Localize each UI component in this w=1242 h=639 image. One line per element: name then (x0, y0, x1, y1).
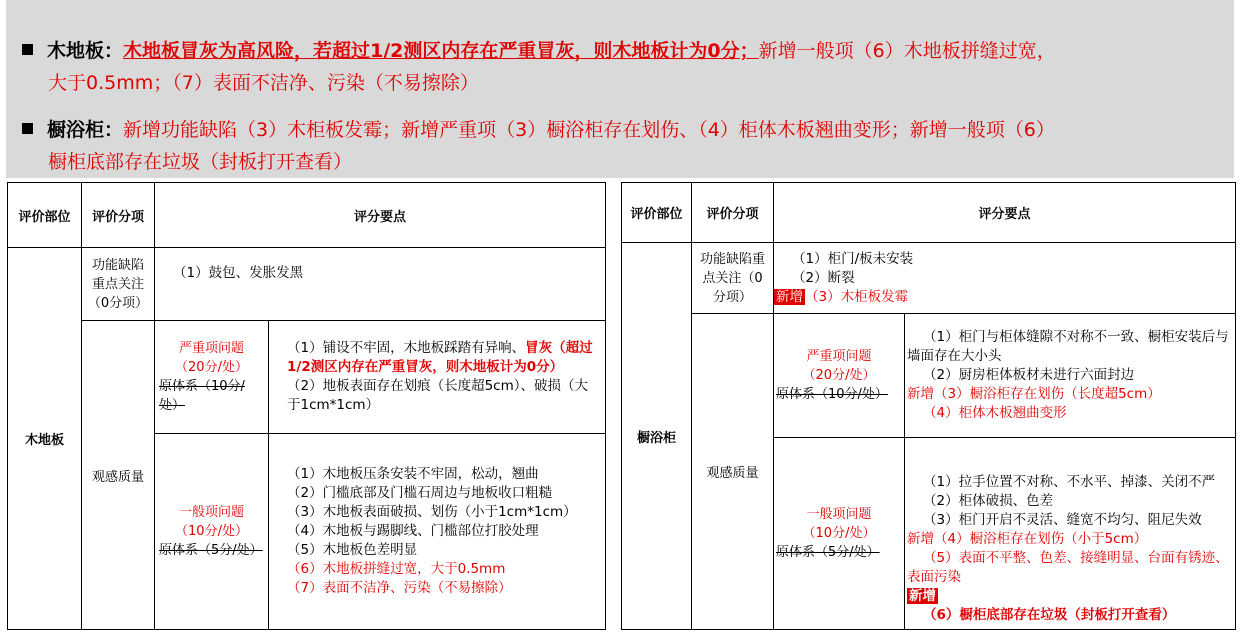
header-part: 评价部位 (8, 183, 82, 248)
perception-quality-label: 观感质量 (692, 314, 774, 630)
banner-wood-floor-key-rule: 木地板冒灰为高风险，若超过1/2测区内存在严重冒灰，则木地板计为0分； (123, 40, 759, 62)
general-point: （5）木地板色差明显 (287, 542, 418, 558)
header-part: 评价部位 (622, 183, 692, 243)
serious-score: （20分/处） (802, 368, 876, 383)
serious-issue-cell (774, 314, 905, 438)
func-point: （1）鼓包、发胀发黑 (173, 265, 304, 281)
general-point-new: （6）木地板拼缝过宽，大于0.5mm (287, 561, 506, 577)
banner-wood-floor-label: 木地板： (47, 40, 124, 62)
banner-wood-floor-continuation: 大于0.5mm；（7）表面不洁净、污染（不易擦除） (48, 72, 479, 94)
func-point: （2）断裂 (792, 269, 855, 286)
header-points: 评分要点 (774, 183, 1236, 243)
func-point-new-text: （3）木柜板发霉 (805, 288, 909, 305)
general-point: （3）柜门开启不灵活、缝宽不均匀、阻尼失效 (923, 512, 1202, 528)
general-point: （1）木地板压条安装不牢固，松动，翘曲 (287, 466, 539, 482)
serious-point-1 (287, 339, 601, 377)
general-points (905, 438, 1236, 630)
banner-cabinet-continuation: 橱柜底部存在垃圾（封板打开查看） (48, 151, 353, 173)
part-cabinet: 橱浴柜 (622, 243, 692, 630)
serious-point-1-text: （1）铺设不牢固，木地板踩踏有异响、 (287, 340, 526, 356)
general-issue-cell (155, 434, 269, 630)
general-label: 一般项问题 (806, 507, 872, 522)
banner-line-wood-floor (22, 36, 1056, 66)
serious-points (905, 314, 1236, 438)
general-point-new: （7）表面不洁净、污染（不易擦除） (287, 580, 512, 596)
general-old-score: 原体系（5分/处） (159, 543, 263, 558)
serious-point-new: （4）柜体木板翘曲变形 (923, 405, 1067, 421)
general-point-new: 新增（4）橱浴柜存在划伤（小于5cm） (907, 531, 1148, 547)
general-point: （3）木地板表面破损、划伤（小于1cm*1cm） (287, 504, 577, 520)
serious-score: （20分/处） (175, 360, 248, 375)
banner-line-cabinet (22, 115, 1055, 145)
serious-label: 严重项问题 (178, 341, 244, 356)
general-points (269, 434, 606, 630)
serious-point: （2）厨房柜体板材未进行六面封边 (923, 367, 1135, 383)
func-defect-label: 功能缺陷重点关注（0分项） (692, 243, 774, 314)
general-new-badge-row (907, 587, 1233, 606)
wood-floor-table (7, 182, 606, 630)
header-points: 评分要点 (155, 183, 606, 248)
func-defect-points (774, 243, 1236, 314)
general-point: （4）木地板与踢脚线、门槛部位打胶处理 (287, 523, 539, 539)
general-label: 一般项问题 (178, 505, 244, 520)
header-sub: 评价分项 (82, 183, 155, 248)
change-summary-banner (6, 0, 1234, 178)
func-defect-points (155, 248, 606, 321)
cabinet-table (621, 182, 1236, 630)
serious-point-2: （2）地板表面存在划痕（长度超5cm）、破损（大于1cm*1cm） (287, 378, 589, 413)
banner-cabinet-text: 新增功能缺陷（3）木柜板发霉；新增严重项（3）橱浴柜存在划伤、（4）柜体木板翘曲变形；新增一般项（6） (123, 119, 1055, 141)
banner-cabinet-label: 橱浴柜： (47, 119, 124, 141)
bullet-icon (22, 44, 33, 55)
new-badge: 新增 (909, 588, 936, 604)
serious-old-score: 原体系（10分/处） (776, 387, 888, 402)
func-point-new (774, 288, 1235, 307)
serious-point-1-red: 冒灰（超过1/2测区内存在严重冒灰，则木地板计为0分） (287, 340, 593, 375)
serious-old-score: 原体系（10分/处） (159, 379, 245, 413)
serious-point-new: 新增（3）橱浴柜存在划伤（长度超5cm） (907, 386, 1161, 402)
general-score: （10分/处） (175, 524, 248, 539)
func-defect-label: 功能缺陷重点关注（0分项） (82, 248, 155, 321)
part-wood-floor: 木地板 (8, 248, 82, 630)
func-point: （1）柜门/板未安装 (792, 250, 914, 267)
bullet-icon (22, 123, 33, 134)
header-sub: 评价分项 (692, 183, 774, 243)
serious-points (269, 321, 606, 434)
general-point: （1）拉手位置不对称、不水平、掉漆、关闭不严 (923, 474, 1216, 490)
serious-issue-cell (155, 321, 269, 434)
general-point: （2）柜体破损、色差 (923, 493, 1054, 509)
new-badge: 新增 (776, 288, 803, 305)
general-point: （2）门槛底部及门槛石周边与地板收口粗糙 (287, 485, 553, 501)
perception-quality-label: 观感质量 (82, 321, 155, 630)
serious-label: 严重项问题 (806, 349, 872, 364)
general-old-score: 原体系（5分/处） (776, 545, 880, 560)
general-point-new: （6）橱柜底部存在垃圾（封板打开查看） (923, 607, 1176, 623)
general-score: （10分/处） (802, 526, 876, 541)
banner-wood-floor-text: 新增一般项（6）木地板拼缝过宽， (758, 40, 1056, 62)
general-point-new: （5）表面不平整、色差、接缝明显、台面有锈迹、表面污染 (907, 550, 1229, 585)
general-issue-cell (774, 438, 905, 630)
serious-point: （1）柜门与柜体缝隙不对称不一致、橱柜安装后与墙面存在大小头 (907, 329, 1229, 364)
